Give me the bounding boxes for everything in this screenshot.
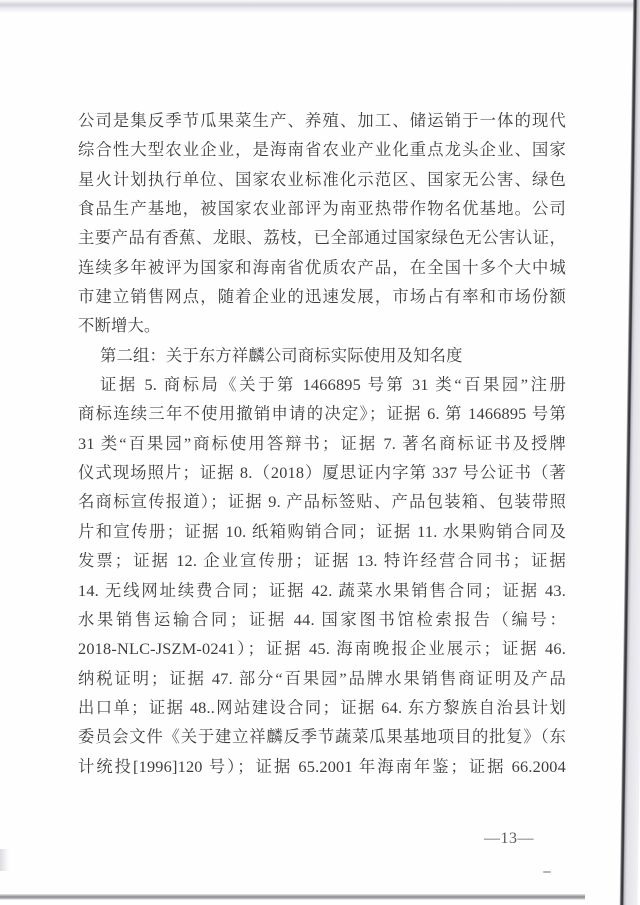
text-line: 食品生产基地，被国家农业部评为南亚热带作物名优基地。公司	[78, 199, 566, 219]
text-line: 第二组：关于东方祥麟公司商标实际使用及知名度	[100, 345, 463, 365]
text-line: 星火计划执行单位、国家农业标准化示范区、国家无公害、绿色	[78, 169, 566, 189]
text-line: 主要产品有香蕉、龙眼、荔枝，已全部通过国家绿色无公害认证，	[78, 228, 566, 248]
scan-smudge	[0, 849, 9, 871]
text-line: 综合性大型农业企业，是海南省农业产业化重点龙头企业、国家	[78, 140, 566, 160]
page-number: —13—	[484, 830, 534, 847]
text-line: 证据 5. 商标局《关于第 1466895 号第 31 类“百果园”注册	[100, 375, 566, 395]
page-bottom-edge-shadow	[0, 894, 585, 900]
text-line: 纳税证明；证据 47. 部分“百果园”品牌水果销售商证明及产品	[78, 668, 566, 688]
text-line: 连续多年被评为国家和海南省优质农产品，在全国十多个大中城	[78, 257, 566, 277]
text-line: 名商标宣传报道）；证据 9. 产品标签贴、产品包装箱、包装带照	[78, 492, 566, 512]
text-line: 2018-NLC-JSZM-0241）；证据 45. 海南晚报企业展示；证据 46.	[78, 639, 566, 659]
text-line: 水果销售运输合同；证据 44. 国家图书馆检索报告（编号：	[78, 609, 566, 629]
scan-speck	[543, 871, 551, 873]
text-line: 委员会文件《关于建立祥麟反季节蔬菜瓜果基地项目的批复》（东	[78, 727, 566, 747]
text-line: 仪式现场照片；证据 8.（2018）厦思证内字第 337 号公证书（著	[78, 463, 566, 483]
document-text-block	[78, 106, 566, 781]
text-line: 14. 无线网址续费合同；证据 42. 蔬菜水果销售合同；证据 43.	[78, 580, 566, 600]
text-line: 公司是集反季节瓜果菜生产、养殖、加工、储运销于一体的现代	[78, 111, 566, 130]
text-line: 市建立销售网点，随着企业的迅速发展，市场占有率和市场份额	[78, 287, 566, 307]
page-right-edge-shadow	[619, 0, 640, 905]
text-line: 出口单；证据 48..网站建设合同；证据 64. 东方黎族自治县计划	[78, 697, 566, 717]
text-line: 发票；证据 12. 企业宣传册；证据 13. 特许经营合同书；证据	[78, 551, 566, 571]
text-line: 计统投[1996]120 号）；证据 65.2001 年海南年鉴；证据 66.2004	[78, 756, 566, 776]
scan-top-edge-shadow	[0, 0, 634, 13]
text-line: 商标连续三年不使用撤销申请的决定》；证据 6. 第 1466895 号第	[78, 404, 566, 424]
text-line: 不断增大。	[78, 316, 161, 336]
text-line: 片和宣传册；证据 10. 纸箱购销合同；证据 11. 水果购销合同及	[78, 521, 566, 541]
text-line: 31 类“百果园”商标使用答辩书；证据 7. 著名商标证书及授牌	[78, 433, 566, 453]
